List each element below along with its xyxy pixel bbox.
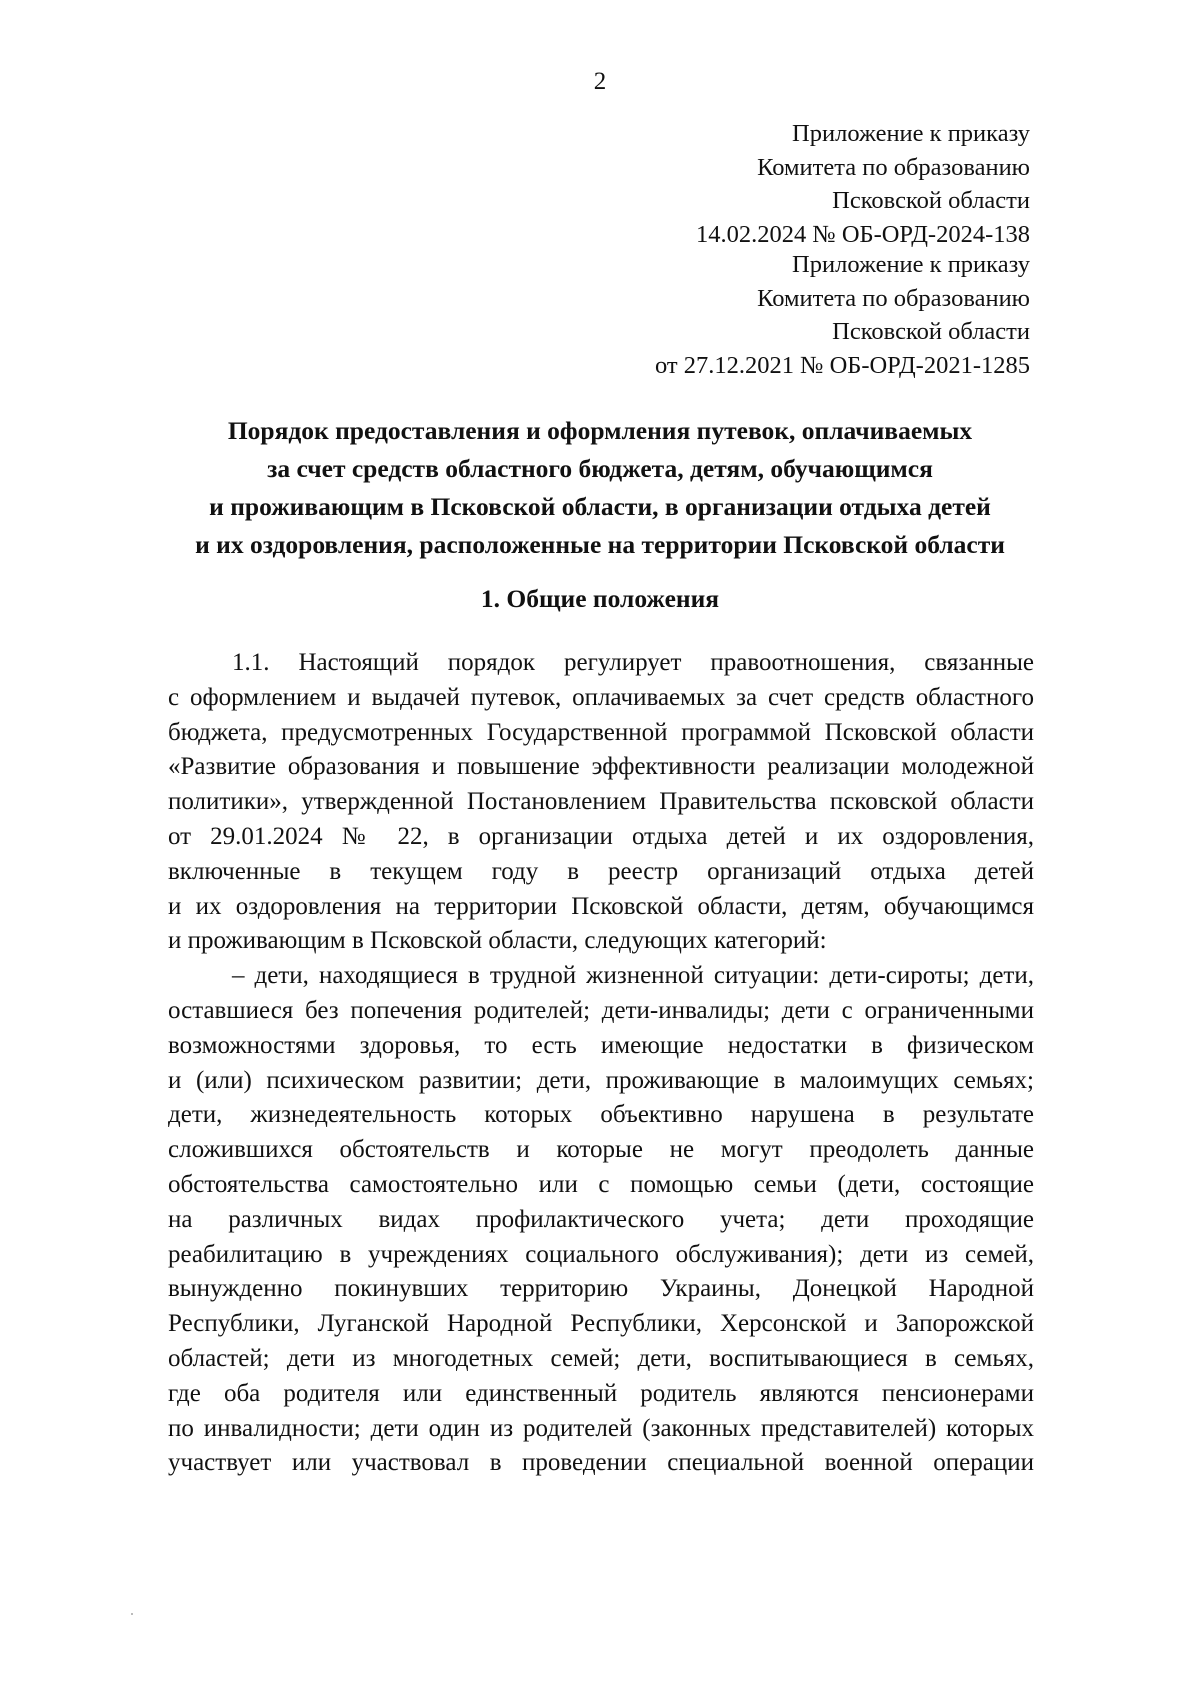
body-line: возможностями здоровья, то есть имеющие недостатки в физическом — [168, 1031, 1034, 1059]
appendix-line: Комитета по образованию — [757, 153, 1030, 181]
body-line: по инвалидности; дети один из родителей (законных представителей) которых — [168, 1414, 1034, 1442]
body-line: – дети, находящиеся в трудной жизненной ситуации: дети-сироты; дети, — [232, 962, 1034, 990]
appendix-header-current — [696, 117, 1030, 251]
title-line: и проживающим в Псковской области, в организации отдыха детей — [209, 492, 991, 521]
title-line: Порядок предоставления и оформления путевок, оплачиваемых — [227, 416, 973, 445]
body-line: обстоятельства самостоятельно или с помощью семьи (дети, состоящие — [168, 1170, 1034, 1198]
scan-artifact — [131, 1613, 133, 1615]
appendix-header-original — [655, 248, 1030, 382]
appendix-line: Приложение к приказу — [792, 120, 1030, 147]
body-line: бюджета, предусмотренных Государственной программой Псковской области — [168, 718, 1034, 746]
title-line: и их оздоровления, расположенные на территории Псковской области — [195, 530, 1005, 559]
body-line: и (или) психическом развитии; дети, проживающие в малоимущих семьях; — [168, 1066, 1034, 1094]
body-line: и их оздоровления на территории Псковской области, детям, обучающимся — [168, 892, 1034, 920]
body-line: где оба родителя или единственный родитель являются пенсионерами — [168, 1379, 1034, 1407]
body-line: реабилитацию в учреждениях социального обслуживания); дети из семей, — [168, 1240, 1034, 1268]
body-line: дети, жизнедеятельность которых объективно нарушена в результате — [168, 1101, 1034, 1129]
body-line: «Развитие образования и повышение эффективности реализации молодежной — [168, 753, 1034, 781]
document-title — [0, 412, 1200, 564]
body-line: политики», утвержденной Постановлением Правительства псковской области — [168, 788, 1034, 816]
body-line: областей; дети из многодетных семей; дети, воспитывающиеся в семьях, — [168, 1344, 1034, 1372]
body-line: включенные в текущем году в реестр организаций отдыха детей — [168, 857, 1034, 885]
appendix-line: Псковской области — [832, 187, 1030, 214]
appendix-line: Комитета по образованию — [757, 284, 1030, 312]
body-line: оставшиеся без попечения родителей; дети-инвалиды; дети с ограниченными — [168, 996, 1034, 1024]
section-heading: 1. Общие положения — [480, 584, 720, 613]
appendix-line: Приложение к приказу — [792, 251, 1030, 278]
appendix-line: от 27.12.2021 № ОБ-ОРД-2021-1285 — [654, 351, 1030, 379]
body-line: Республики, Луганской Народной Республики, Херсонской и Запорожской — [168, 1310, 1034, 1338]
body-line: 1.1. Настоящий порядок регулирует правоотношения, связанные — [232, 649, 1034, 676]
page-number: 2 — [593, 68, 607, 95]
title-line: за счет средств областного бюджета, детям, обучающимся — [267, 454, 933, 483]
body-line: и проживающим в Псковской области, следующих категорий: — [168, 927, 827, 955]
body-line: вынужденно покинувших территорию Украины, Донецкой Народной — [168, 1275, 1034, 1303]
body-line: участвует или участвовал в проведении специальной военной операции — [168, 1449, 1034, 1477]
body-line: сложившихся обстоятельств и которые не могут преодолеть данные — [168, 1136, 1034, 1164]
body-line: от 29.01.2024 № 22, в организации отдыха детей и их оздоровления, — [168, 822, 1034, 850]
appendix-line: 14.02.2024 № ОБ-ОРД-2024-138 — [695, 220, 1030, 248]
body-text — [168, 646, 1034, 1481]
body-line: с оформлением и выдачей путевок, оплачиваемых за счет средств областного — [168, 683, 1034, 711]
body-line: на различных видах профилактического учета; дети проходящие — [168, 1205, 1034, 1233]
appendix-line: Псковской области — [832, 318, 1030, 345]
